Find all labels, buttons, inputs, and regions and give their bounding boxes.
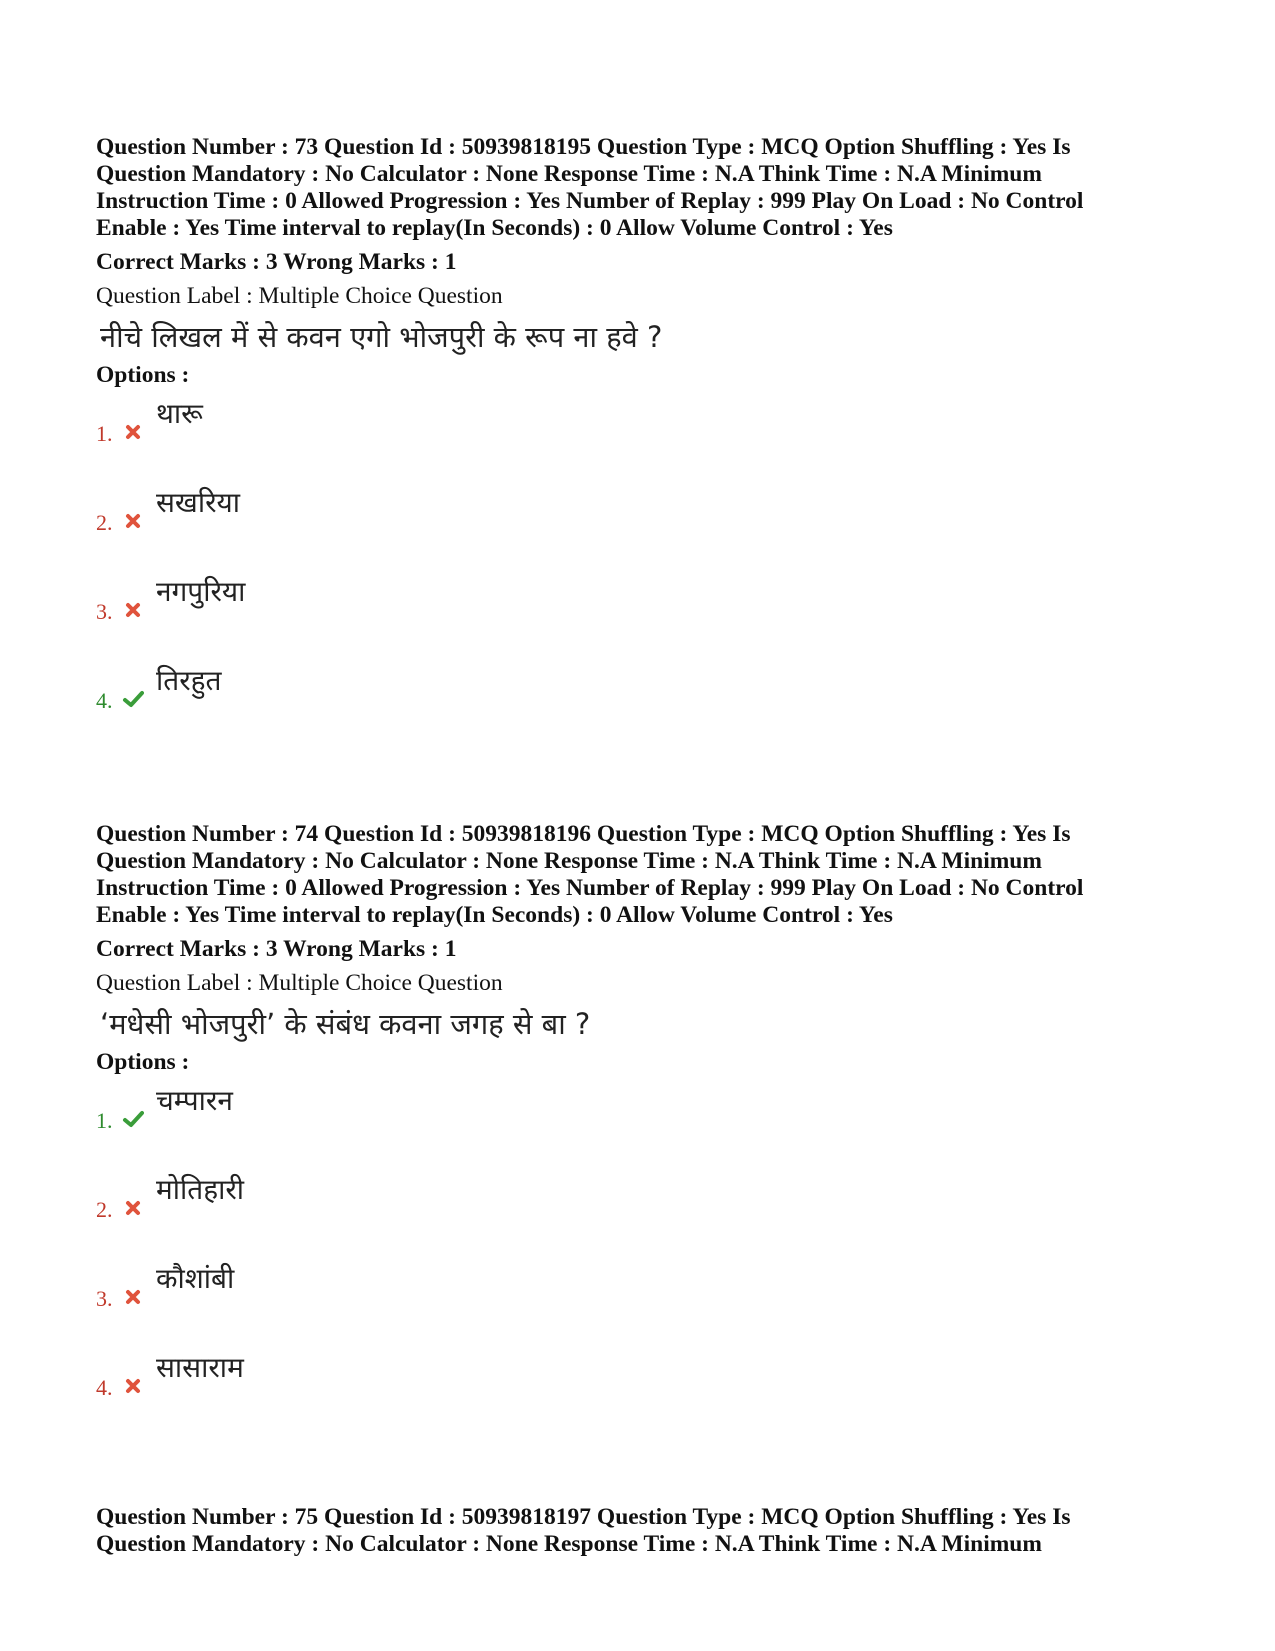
meta-line: Enable : Yes Time interval to replay(In Seconds) : 0 Allow Volume Control : Yes bbox=[96, 902, 893, 928]
option-item bbox=[96, 486, 1196, 581]
meta-line: Question Mandatory : No Calculator : None Response Time : N.A Think Time : N.A Minimum bbox=[96, 161, 1042, 187]
question-block-75 bbox=[96, 1504, 1196, 1558]
option-text: तिरहुत bbox=[156, 664, 222, 697]
option-item bbox=[96, 575, 1196, 670]
cross-icon bbox=[122, 1375, 144, 1397]
meta-line: Instruction Time : 0 Allowed Progression : Yes Number of Replay : 999 Play On Load : No Control bbox=[96, 875, 1084, 901]
check-icon bbox=[122, 688, 144, 710]
check-icon bbox=[122, 1108, 144, 1130]
option-number: 4. bbox=[96, 1375, 113, 1400]
option-text: नगपुरिया bbox=[156, 575, 246, 608]
option-item bbox=[96, 1084, 1196, 1179]
options-list bbox=[96, 1084, 1196, 1446]
question-meta bbox=[96, 134, 1196, 242]
marks-line: Correct Marks : 3 Wrong Marks : 1 bbox=[96, 936, 457, 962]
option-number: 3. bbox=[96, 599, 113, 624]
cross-icon bbox=[122, 421, 144, 443]
question-block-73 bbox=[96, 134, 1196, 759]
meta-line: Question Mandatory : No Calculator : None Response Time : N.A Think Time : N.A Minimum bbox=[96, 848, 1042, 874]
option-text: चम्पारन bbox=[156, 1084, 233, 1117]
marks-line: Correct Marks : 3 Wrong Marks : 1 bbox=[96, 249, 457, 275]
meta-line: Question Number : 74 Question Id : 50939818196 Question Type : MCQ Option Shuffling : Yes Is bbox=[96, 821, 1071, 847]
cross-icon bbox=[122, 599, 144, 621]
option-number: 1. bbox=[96, 1108, 113, 1133]
document-page bbox=[96, 134, 1196, 1558]
option-item bbox=[96, 1262, 1196, 1357]
question-label: Question Label : Multiple Choice Question bbox=[96, 283, 503, 309]
option-number: 2. bbox=[96, 510, 113, 535]
option-item bbox=[96, 664, 1196, 759]
meta-line: Instruction Time : 0 Allowed Progression : Yes Number of Replay : 999 Play On Load : No Control bbox=[96, 188, 1084, 214]
options-title: Options : bbox=[96, 362, 190, 388]
options-title: Options : bbox=[96, 1049, 190, 1075]
meta-line: Question Mandatory : No Calculator : None Response Time : N.A Think Time : N.A Minimum bbox=[96, 1531, 1042, 1557]
option-item bbox=[96, 397, 1196, 492]
question-label: Question Label : Multiple Choice Question bbox=[96, 970, 503, 996]
cross-icon bbox=[122, 1286, 144, 1308]
option-item bbox=[96, 1173, 1196, 1268]
options-list bbox=[96, 397, 1196, 759]
question-block-74 bbox=[96, 821, 1196, 1446]
question-meta bbox=[96, 1504, 1196, 1558]
option-number: 4. bbox=[96, 688, 113, 713]
option-item bbox=[96, 1351, 1196, 1446]
option-text: मोतिहारी bbox=[156, 1173, 245, 1206]
question-text: नीचे लिखल में से कवन एगो भोजपुरी के रूप ना हवे ? bbox=[100, 320, 663, 354]
question-text: ‘मधेसी भोजपुरी’ के संबंध कवना जगह से बा ? bbox=[100, 1007, 591, 1041]
option-text: कौशांबी bbox=[156, 1262, 235, 1295]
meta-line: Question Number : 75 Question Id : 50939818197 Question Type : MCQ Option Shuffling : Yes Is bbox=[96, 1504, 1071, 1530]
question-meta bbox=[96, 821, 1196, 929]
cross-icon bbox=[122, 510, 144, 532]
meta-line: Question Number : 73 Question Id : 50939818195 Question Type : MCQ Option Shuffling : Yes Is bbox=[96, 134, 1071, 160]
meta-line: Enable : Yes Time interval to replay(In Seconds) : 0 Allow Volume Control : Yes bbox=[96, 215, 893, 241]
option-text: सासाराम bbox=[156, 1351, 244, 1384]
cross-icon bbox=[122, 1197, 144, 1219]
option-text: सखरिया bbox=[156, 486, 241, 519]
option-number: 1. bbox=[96, 421, 113, 446]
option-number: 3. bbox=[96, 1286, 113, 1311]
option-number: 2. bbox=[96, 1197, 113, 1222]
option-text: थारू bbox=[156, 397, 203, 430]
